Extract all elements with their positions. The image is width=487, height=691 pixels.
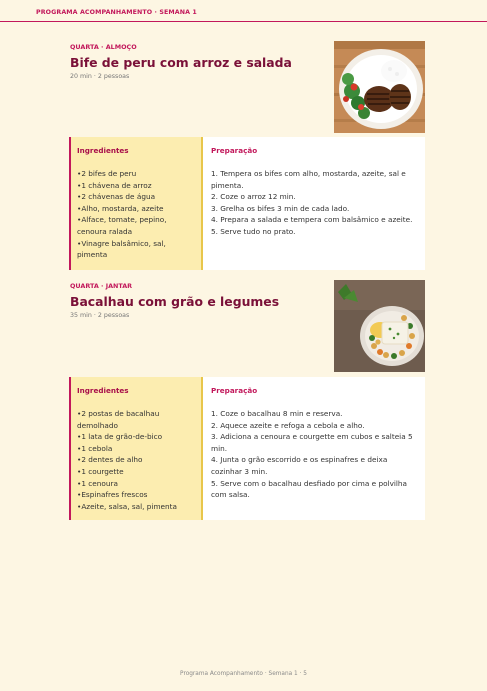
recipe-2-title: Bacalhau com grão e legumes bbox=[70, 294, 280, 309]
recipe-2-card bbox=[69, 377, 425, 520]
recipe-2-meta: 35 min · 2 pessoas bbox=[70, 312, 130, 319]
recipe-2-ingredients-item: • 2 dentes de alho bbox=[77, 454, 195, 466]
recipe-1-header bbox=[70, 43, 292, 80]
recipe-2-ingredients-item: • Azeite, salsa, sal, pimenta bbox=[77, 501, 195, 513]
recipe-2-ingredients-item: • 1 cebola bbox=[77, 443, 195, 455]
recipe-2-ingredients-title: Ingredientes bbox=[77, 386, 129, 395]
recipe-2-ingredients-panel bbox=[69, 377, 203, 520]
recipe-1-steps-item: 3. Grelha os bifes 3 min de cada lado. bbox=[211, 203, 350, 213]
page-header-title: PROGRAMA ACOMPANHAMENTO · SEMANA 1 bbox=[36, 9, 197, 16]
recipe-1-ingredients-list bbox=[77, 168, 195, 261]
recipe-2-steps-item: 2. Aquece azeite e refoga a cebola e alho. bbox=[211, 420, 365, 430]
recipe-2-steps-list bbox=[211, 408, 417, 501]
recipe-2-ingredients-item: • 1 lata de grão-de-bico bbox=[77, 431, 195, 443]
recipe-1-steps-item: 4. Prepara a salada e tempera com balsâmico e azeite. bbox=[211, 215, 413, 225]
recipe-2-ingredients-item: • 2 postas de bacalhau demolhado bbox=[77, 408, 195, 431]
recipe-1-ingredients-item: • 1 chávena de arroz bbox=[77, 180, 195, 192]
recipe-1-preparation-panel bbox=[203, 137, 425, 270]
recipe-1-ingredients-item: • Alho, mostarda, azeite bbox=[77, 203, 195, 215]
steak-salad-plate-photo bbox=[334, 41, 425, 133]
recipe-1-steps-item: 5. Serve tudo no prato. bbox=[211, 226, 296, 236]
cod-chickpea-plate-photo bbox=[334, 280, 425, 372]
recipe-1-kicker: QUARTA · ALMOÇO bbox=[70, 43, 137, 51]
recipe-2-steps-item: 4. Junta o grão escorrido e os espinafres e deixa cozinhar 3 min. bbox=[211, 455, 388, 476]
recipe-1-ingredients-item: • Vinagre balsâmico, sal, pimenta bbox=[77, 238, 195, 261]
recipe-1-steps-item: 2. Coze o arroz 12 min. bbox=[211, 192, 296, 202]
recipe-2-ingredients-item: • Espinafres frescos bbox=[77, 489, 195, 501]
recipe-1-title: Bife de peru com arroz e salada bbox=[70, 55, 292, 70]
recipe-1-ingredients-item: • Alface, tomate, pepino, cenoura ralada bbox=[77, 214, 195, 237]
recipe-2-steps-item: 1. Coze o bacalhau 8 min e reserva. bbox=[211, 409, 343, 418]
recipe-2-steps-item: 5. Serve com o bacalhau desfiado por cima e polvilha com salsa. bbox=[211, 478, 408, 500]
recipe-2-ingredients-item: • 1 courgette bbox=[77, 466, 195, 478]
recipe-1-preparation-title: Preparação bbox=[211, 146, 258, 155]
recipe-2-preparation-panel bbox=[203, 377, 425, 520]
recipe-2-preparation-title: Preparação bbox=[211, 386, 258, 395]
page-footer: Programa Acompanhamento · Semana 1 · 5 bbox=[180, 671, 307, 677]
recipe-2-ingredients-item: • 1 cenoura bbox=[77, 478, 195, 490]
recipe-1-steps-item: 1. Tempera os bifes com alho, mostarda, azeite, sal e pimenta. bbox=[211, 169, 406, 190]
recipe-1-meta: 20 min · 2 pessoas bbox=[70, 73, 130, 80]
recipe-1-ingredients-item: • 2 chávenas de água bbox=[77, 191, 195, 203]
recipe-2-header bbox=[70, 282, 279, 319]
recipe-1-ingredients-panel bbox=[69, 137, 203, 270]
page-header bbox=[0, 0, 487, 22]
recipe-1-card bbox=[69, 137, 425, 270]
recipe-2-ingredients-list bbox=[77, 408, 195, 512]
recipe-1-ingredients-item: • 2 bifes de peru bbox=[77, 168, 195, 180]
recipe-1-ingredients-title: Ingredientes bbox=[77, 146, 129, 155]
recipe-2-kicker: QUARTA · JANTAR bbox=[70, 282, 133, 290]
recipe-1-steps-list bbox=[211, 168, 417, 238]
recipe-2-steps-item: 3. Adiciona a cenoura e courgette em cubos e salteia 5 min. bbox=[211, 432, 413, 453]
